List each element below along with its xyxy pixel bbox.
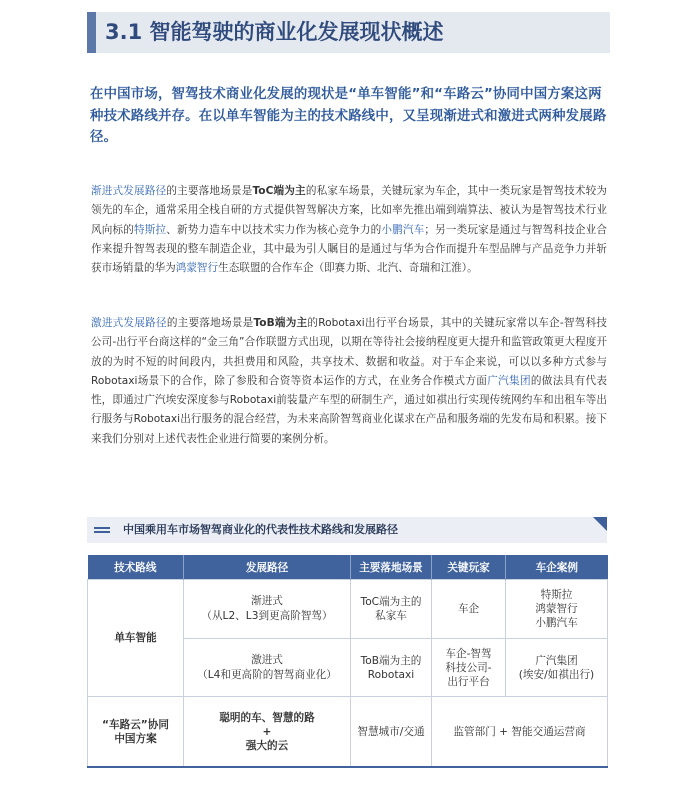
cell-players-alliance: 车企-智驾 科技公司- 出行平台 xyxy=(432,639,506,697)
section-title: 3.1 智能驾驶的商业化发展现状概述 xyxy=(105,20,444,44)
term-gac: 广汽集团 xyxy=(487,374,531,387)
lead-paragraph: 在中国市场，智驾技术商业化发展的现状是“单车智能”和“车路云”协同中国方案这两种技术路线并存。在以单车智能为主的技术路线中，又呈现渐进式和激进式两种发展路径。 xyxy=(90,87,607,145)
cell-path-smart-car-road-cloud: 聪明的车、智慧的路 + 强大的云 xyxy=(184,697,351,768)
cell-cases-radical: 广汽集团 (埃安/如祺出行) xyxy=(506,639,608,697)
table-header-row xyxy=(88,555,608,580)
title-accent-bar xyxy=(87,12,96,53)
term-radical-path: 激进式发展路径 xyxy=(91,317,167,329)
tech-route-table xyxy=(87,555,608,768)
term-toc: ToC端为主 xyxy=(252,185,306,197)
header-route: 技术路线 xyxy=(88,555,184,580)
cell-scene-tob: ToB端为主的 Robotaxi xyxy=(351,639,432,697)
table-caption-bar xyxy=(87,517,607,543)
section-title-bar xyxy=(87,12,610,53)
cell-players-oem: 车企 xyxy=(432,580,506,639)
paragraph-gradual-path: 渐进式发展路径的主要落地场景是ToC端为主的私家车场景，关键玩家为车企，其中一类玩家是智驾技术较为领先的车企，通常采用全栈自研的方式提供智驾解决方案，比如率先推出端到端算法、被认为是智驾技术行业风向标的特斯拉、新势力造车中以技术实力作为核心竞争力的小鹏汽车；另一类玩家是通过与智驾科技企业合作来提升智驾表现的整车制造企业，其中最为引人瞩目的是通过与华为合作而提升车型品牌与产品竞争力并斩获市场销量的华为鸿蒙智行生态联盟的合作车企（即赛力斯、北汽、奇瑞和江淮）。 xyxy=(91,185,608,275)
header-players: 关键玩家 xyxy=(432,555,506,580)
cell-route-single-vehicle: 单车智能 xyxy=(88,580,184,697)
table-row xyxy=(88,697,608,768)
table-row xyxy=(88,580,608,639)
term-hima: 鸿蒙智行 xyxy=(175,262,219,275)
table-caption: 中国乘用车市场智驾商业化的代表性技术路线和发展路径 xyxy=(123,523,398,536)
cell-route-vehicle-road-cloud: “车路云”协同 中国方案 xyxy=(88,697,184,768)
cell-cases-gradual: 特斯拉 鸿蒙智行 小鹏汽车 xyxy=(506,580,608,639)
header-scene: 主要落地场景 xyxy=(351,555,432,580)
term-tesla: 特斯拉 xyxy=(134,223,167,236)
cell-scene-toc: ToC端为主的 私家车 xyxy=(351,580,432,639)
term-xpeng: 小鹏汽车 xyxy=(381,223,425,236)
cell-path-gradual: 渐进式 （从L2、L3到更高阶智驾） xyxy=(184,580,351,639)
paragraph-radical-path: 激进式发展路径的主要落地场景是ToB端为主的Robotaxi出行平台场景，其中的关键玩家常以车企-智驾科技公司-出行平台商这样的“金三角”合作联盟方式出现，以期在等待社会接纳程度更大提升和监管政策更大程度开放的为时不短的时间段内，共担费用和风险，共享技术、数据和收益。对于车企来说，可以以多种方式参与Robotaxi场景下的合作，除了参股和合资等资本运作的方式，在业务合作模式方面广汽集团的做法具有代表性，即通过广汽埃安深度参与Robotaxi前装量产车型的研制生产，通过如祺出行实现传统网约车和出租车等出行服务与Robotaxi出行服务的混合经营，为未来高阶智驾商业化谋求在产品和服务端的先发布局和积累。接下来我们分别对上述代表性企业进行简要的案例分析。 xyxy=(91,317,608,445)
cell-players-regulators: 监管部门 + 智能交通运营商 xyxy=(432,697,608,768)
menu-lines-icon xyxy=(94,527,110,533)
cell-scene-smart-city: 智慧城市/交通 xyxy=(351,697,432,768)
cell-path-radical: 激进式 （L4和更高阶的智驾商业化） xyxy=(184,639,351,697)
header-path: 发展路径 xyxy=(184,555,351,580)
term-tob: ToB端为主 xyxy=(253,317,308,329)
corner-triangle-icon xyxy=(593,517,607,531)
term-gradual-path: 渐进式发展路径 xyxy=(91,185,167,197)
header-cases: 车企案例 xyxy=(506,555,608,580)
